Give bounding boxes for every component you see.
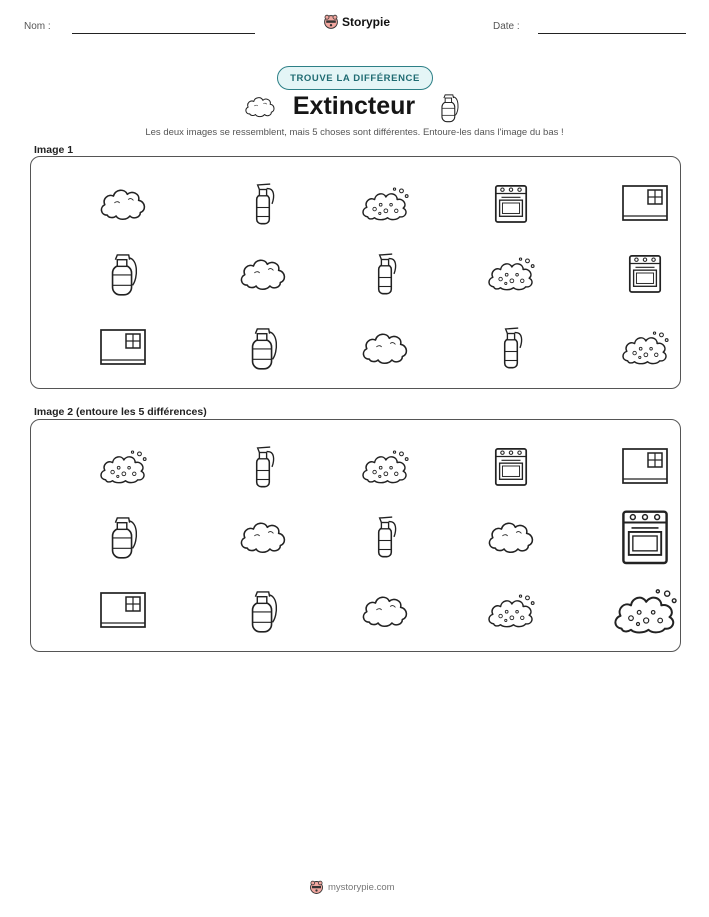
window-icon[interactable]: [620, 446, 670, 486]
date-field[interactable]: [538, 33, 686, 34]
foam-icon[interactable]: [97, 446, 149, 486]
brand-logo: [323, 14, 390, 30]
stove-icon[interactable]: [492, 181, 530, 225]
cloud-icon[interactable]: [97, 183, 149, 223]
cloud-icon[interactable]: [485, 516, 537, 556]
foam-icon[interactable]: [619, 327, 671, 367]
gas-canister-icon[interactable]: [104, 512, 142, 560]
window-icon[interactable]: [620, 183, 670, 223]
extinguisher-icon[interactable]: [367, 512, 403, 560]
window-icon[interactable]: [98, 327, 148, 367]
cloud-icon[interactable]: [359, 590, 411, 630]
foam-icon[interactable]: [359, 446, 411, 486]
mascot-icon: [323, 14, 339, 30]
extinguisher-icon: [436, 91, 462, 123]
window-icon[interactable]: [98, 590, 148, 630]
name-label: Nom :: [24, 21, 51, 32]
stove-icon[interactable]: [626, 251, 664, 295]
extinguisher-icon[interactable]: [367, 249, 403, 297]
gas-canister-icon[interactable]: [244, 586, 282, 634]
foam-icon[interactable]: [485, 590, 537, 630]
foam-icon[interactable]: [359, 183, 411, 223]
cloud-icon[interactable]: [237, 253, 289, 293]
stove-icon-large[interactable]: [618, 505, 672, 567]
cloud-icon[interactable]: [359, 327, 411, 367]
footer-site: mystorypie.com: [328, 882, 395, 893]
image1-label: Image 1: [34, 144, 74, 156]
name-field[interactable]: [72, 33, 255, 34]
cloud-icon[interactable]: [237, 516, 289, 556]
footer: [309, 880, 395, 895]
image2-label: Image 2 (entoure les 5 différences): [34, 406, 207, 418]
extinguisher-icon[interactable]: [245, 442, 281, 490]
brand-name: Storypie: [342, 15, 391, 29]
mascot-icon: [309, 880, 324, 895]
date-label: Date :: [493, 21, 520, 32]
extinguisher-icon[interactable]: [493, 323, 529, 371]
activity-badge: TROUVE LA DIFFÉRENCE: [277, 66, 433, 90]
extinguisher-icon[interactable]: [245, 179, 281, 227]
gas-canister-icon[interactable]: [244, 323, 282, 371]
image1-frame: [30, 156, 681, 389]
foam-icon[interactable]: [485, 253, 537, 293]
stove-icon[interactable]: [492, 444, 530, 488]
foam-icon-large[interactable]: [610, 583, 680, 637]
instructions: Les deux images se ressemblent, mais 5 choses sont différentes. Entoure-les dans l'image du bas !: [145, 127, 564, 138]
gas-canister-icon[interactable]: [104, 249, 142, 297]
image2-frame: [30, 419, 681, 652]
page-title: Extincteur: [292, 92, 416, 120]
